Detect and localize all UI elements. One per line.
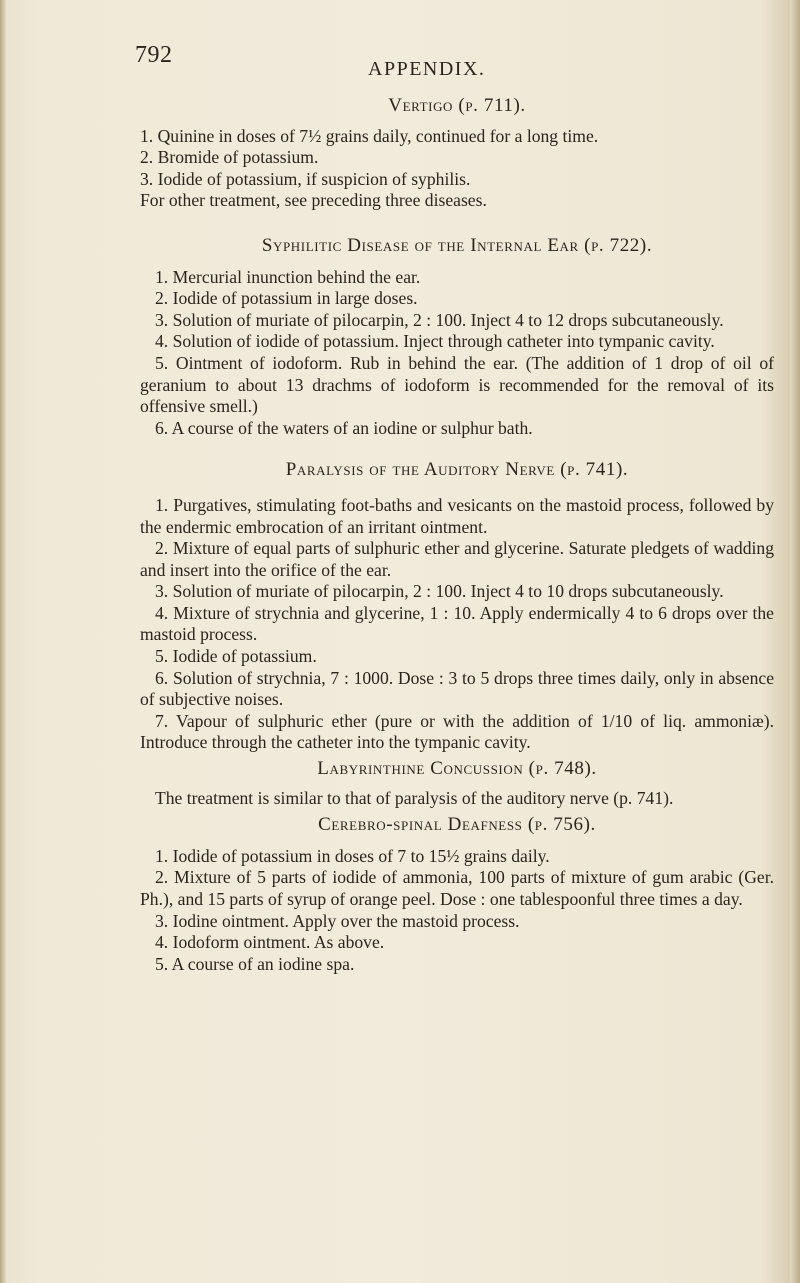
page-body [140, 95, 774, 975]
list-item: 2. Mixture of 5 parts of iodide of ammonia, 100 parts of mixture of gum arabic (Ger. Ph.), and 15 parts of syrup of orange peel. Dose : one tablespoonful three times a day. [140, 867, 774, 909]
section-heading: Syphilitic Disease of the Internal Ear (p. 722). [261, 234, 653, 256]
list-item: 4. Iodoform ointment. As above. [155, 932, 385, 953]
list-item: 3. Solution of muriate of pilocarpin, 2 : 100. Inject 4 to 10 drops subcutaneously. [155, 581, 724, 602]
section-labyrinthine [140, 758, 774, 809]
page-right-edge [790, 0, 800, 1283]
list-item: 1. Iodide of potassium in doses of 7 to 15½ grains daily. [155, 845, 550, 866]
section-cerebrospinal [140, 814, 774, 975]
list-item: 6. Solution of strychnia, 7 : 1000. Dose : 3 to 5 drops three times daily, only in absence of subjective noises. [140, 667, 774, 710]
page-left-edge [0, 0, 6, 1283]
section-paralysis [140, 459, 774, 754]
list-item: 2. Bromide of potassium. [140, 147, 319, 168]
list-item: 5. Iodide of potassium. [155, 646, 317, 667]
section-vertigo [140, 95, 774, 212]
section-syphilitic [140, 235, 774, 439]
section-note: For other treatment, see preceding three diseases. [140, 190, 487, 211]
section-heading: Paralysis of the Auditory Nerve (p. 741). [285, 459, 629, 481]
list-item: 4. Mixture of strychnia and glycerine, 1 : 10. Apply endermically 4 to 6 drops over the mastoid process. [140, 602, 774, 645]
list-item: 2. Iodide of potassium in large doses. [155, 288, 418, 309]
list-item: 7. Vapour of sulphuric ether (pure or with the addition of 1/10 of liq. ammoniæ). Introduce through the catheter into the tympanic cavity. [140, 710, 774, 753]
list-item: 5. A course of an iodine spa. [155, 953, 355, 974]
section-text: The treatment is similar to that of paralysis of the auditory nerve (p. 741). [155, 787, 674, 808]
list-item: 3. Iodine ointment. Apply over the mastoid process. [155, 910, 520, 931]
list-item: 3. Solution of muriate of pilocarpin, 2 : 100. Inject 4 to 12 drops subcutaneously. [155, 309, 724, 330]
list-item: 5. Ointment of iodoform. Rub in behind the ear. (The addition of 1 drop of oil of geranium to about 13 drachms of iodoform is recommended for the removal of its offensive smell.) [140, 352, 774, 417]
section-heading: Labyrinthine Concussion (p. 748). [317, 758, 597, 780]
running-head: APPENDIX. [368, 58, 486, 80]
list-item: 3. Iodide of potassium, if suspicion of syphilis. [140, 168, 471, 189]
list-item: 2. Mixture of equal parts of sulphuric ether and glycerine. Saturate pledgets of wadding and insert into the orifice of the ear. [140, 538, 774, 580]
list-item: 1. Quinine in doses of 7½ grains daily, continued for a long time. [140, 125, 599, 146]
page-number: 792 [135, 42, 173, 68]
section-heading: Vertigo (p. 711). [388, 95, 526, 116]
list-item: 4. Solution of iodide of potassium. Inject through catheter into tympanic cavity. [155, 331, 715, 352]
section-heading: Cerebro-spinal Deafness (p. 756). [318, 814, 596, 836]
list-item: 1. Mercurial inunction behind the ear. [155, 266, 421, 287]
list-item: 6. A course of the waters of an iodine or sulphur bath. [155, 417, 533, 438]
list-item: 1. Purgatives, stimulating foot-baths and vesicants on the mastoid process, followed by the endermic embrocation of an irritant ointment. [140, 494, 774, 537]
